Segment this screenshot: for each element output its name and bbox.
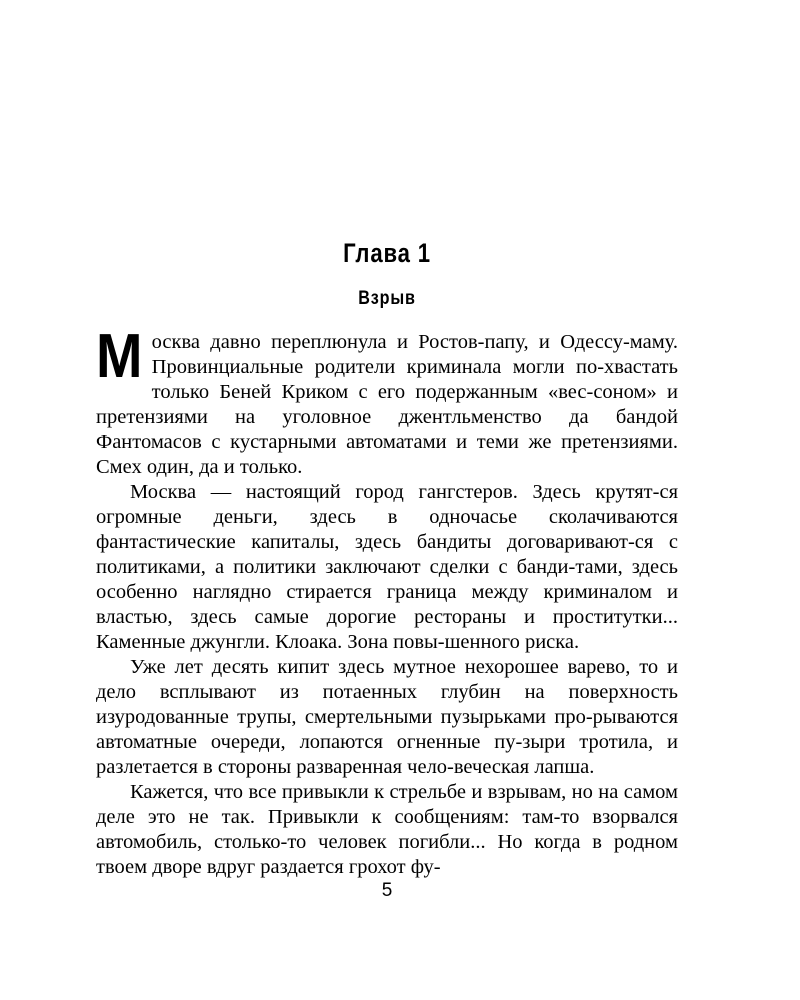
drop-cap: М <box>96 322 143 391</box>
chapter-subtitle: Взрыв <box>358 288 416 309</box>
paragraph-3: Уже лет десять кипит здесь мутное нехорошее варево, то и дело всплывают из потаенных глубин на поверхность изуродованные трупы, смертельными пузырьками про-рываются автоматные очереди, лопаются огненные пу-зыри тротила, и разлетается в стороны разваренная чело-веческая лапша. <box>96 656 678 778</box>
page-number: 5 <box>381 880 393 901</box>
paragraph-2: Москва — настоящий город гангстеров. Здесь крутят-ся огромные деньги, здесь в одночасье сколачиваются фантастические капиталы, здесь бандиты договаривают-ся с политиками, а политики заключают сделки с банди-тами, здесь особенно наглядно стирается граница между криминалом и властью, здесь самые дорогие рестораны и проститутки... Каменные джунгли. Клоака. Зона повы-шенного риска. <box>96 481 678 653</box>
paragraph-1-text: осква давно переплюнула и Ростов-папу, и Одессу-маму. Провинциальные родители криминала могли по-хвастать только Беней Криком с его подержанным «вес-соном» и претензиями на уголовное джентльменство да бандой Фантомасов с кустарными автоматами и теми же претензиями. Смех один, да и только. <box>96 331 678 478</box>
chapter-body <box>96 322 678 880</box>
book-page <box>96 0 678 1000</box>
paragraph-4: Кажется, что все привыкли к стрельбе и взрывам, но на самом деле это не так. Привыкли к сообщениям: там-то взорвался автомобиль, столько-то человек погибли... Но когда в родном твоем дворе вдруг раздается грохот фу- <box>96 781 678 878</box>
chapter-title: Глава 1 <box>343 238 431 268</box>
paragraph-1 <box>96 322 678 480</box>
